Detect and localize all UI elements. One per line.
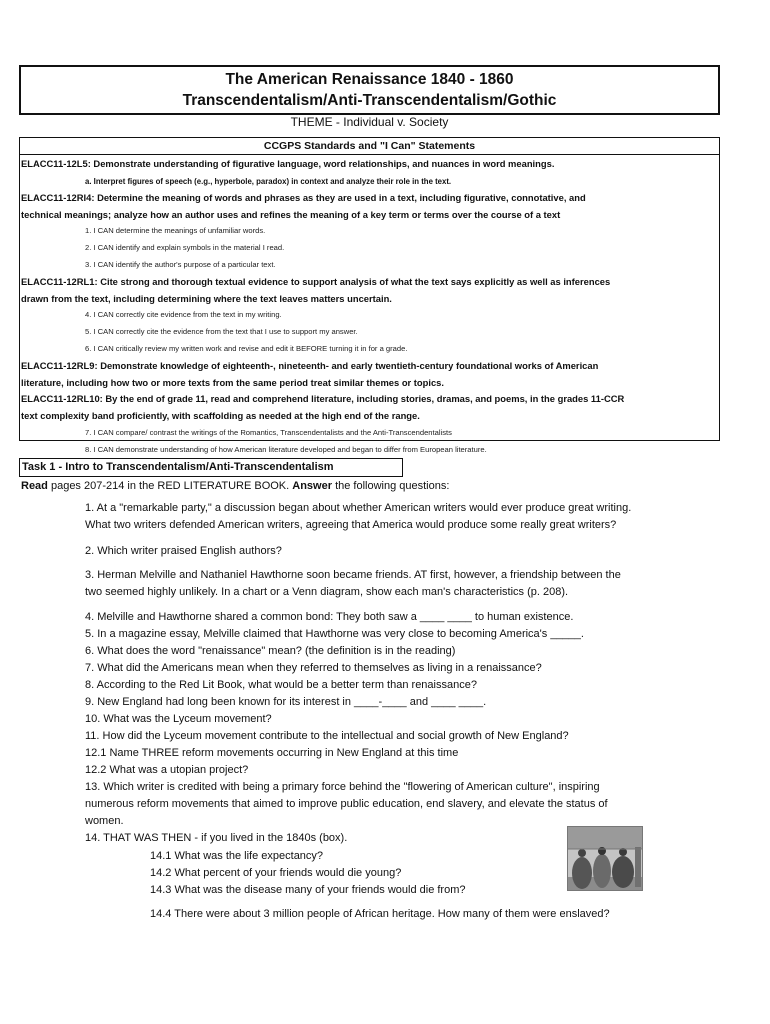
- question-14-2: 14.2 What percent of your friends would die young?: [150, 867, 402, 879]
- question-7: 7. What did the Americans mean when they referred to themselves as living in a renaissance?: [85, 662, 542, 674]
- question-13-line3: women.: [85, 815, 124, 827]
- question-4: 4. Melville and Hawthorne shared a common bond: They both saw a ____ ____ to human existence.: [85, 611, 574, 623]
- standard-rl10-line2: text complexity band proficiently, with scaffolding as needed at the high end of the range.: [21, 410, 420, 422]
- question-3-line1: 3. Herman Melville and Nathaniel Hawthorne soon became friends. AT first, however, a friendship between the: [85, 569, 621, 581]
- theme-line: THEME - Individual v. Society: [290, 115, 449, 129]
- standard-rl9-line1: ELACC11-12RL9: Demonstrate knowledge of eighteenth-, nineteenth- and early twentieth-century foundational works of American: [21, 359, 599, 371]
- standard-l5: ELACC11-12L5: Demonstrate understanding of figurative language, word relationships, and nuances in word meanings.: [21, 158, 555, 169]
- historical-engraving-image: [567, 826, 643, 891]
- question-14: 14. THAT WAS THEN - if you lived in the 1840s (box).: [85, 832, 348, 844]
- question-14-1: 14.1 What was the life expectancy?: [150, 850, 324, 862]
- page-title: The American Renaissance 1840 - 1860: [225, 71, 514, 88]
- question-14-4: 14.4 There were about 3 million people of African heritage. How many of them were enslaved?: [150, 908, 610, 920]
- question-11: 11. How did the Lyceum movement contribute to the intellectual and social growth of New England?: [85, 730, 569, 742]
- question-1-line2: What two writers defended American writers, agreeing that America would produce some really great writers?: [85, 519, 617, 531]
- task-instructions: [21, 478, 449, 494]
- i-can-4: 4. I CAN correctly cite evidence from the text in my writing.: [85, 310, 282, 320]
- i-can-6: 6. I CAN critically review my written work and revise and edit it BEFORE turning it in for a grade.: [85, 343, 408, 353]
- i-can-5: 5. I CAN correctly cite the evidence from the text that I use to support my answer.: [85, 327, 358, 337]
- question-14-3: 14.3 What was the disease many of your friends would die from?: [150, 884, 466, 896]
- question-12-1: 12.1 Name THREE reform movements occurring in New England at this time: [85, 747, 459, 759]
- question-12-2: 12.2 What was a utopian project?: [85, 764, 249, 776]
- standard-rl9-line2: literature, including how two or more texts from the same period treat similar themes or topics.: [21, 376, 445, 388]
- standard-l5a: a. Interpret figures of speech (e.g., hyperbole, paradox) in context and analyze their role in the text.: [85, 176, 452, 186]
- standard-rl10-line1: ELACC11-12RL10: By the end of grade 11, read and comprehend literature, including stories, dramas, and poems, in the grades 11-CCR: [21, 393, 625, 405]
- read-label: Read: [21, 480, 48, 492]
- i-can-2: 2. I CAN identify and explain symbols in the material I read.: [85, 243, 285, 253]
- i-can-8: 8. I CAN demonstrate understanding of how American literature developed and began to differ from European literature.: [85, 444, 487, 454]
- standard-rl1-line2: drawn from the text, including determining where the text leaves matters uncertain.: [21, 292, 392, 304]
- i-can-1: 1. I CAN determine the meanings of unfamiliar words.: [85, 226, 266, 236]
- standard-rl1-line1: ELACC11-12RL1: Cite strong and thorough textual evidence to support analysis of what the text says explicitly as well as inferences: [21, 275, 611, 287]
- question-6: 6. What does the word "renaissance" mean? (the definition is in the reading): [85, 645, 456, 657]
- read-text: pages 207-214 in the RED LITERATURE BOOK.: [47, 480, 293, 492]
- standard-ri4-line2: technical meanings; analyze how an author uses and refines the meaning of a key term or terms over the course of a text: [21, 208, 561, 220]
- question-5: 5. In a magazine essay, Melville claimed that Hawthorne was very close to becoming America's _____.: [85, 628, 584, 640]
- standard-ri4-line1: ELACC11-12RI4: Determine the meaning of words and phrases as they are used in a text, including figurative, connotative, and: [21, 191, 586, 203]
- question-10: 10. What was the Lyceum movement?: [85, 713, 272, 725]
- title-box: [19, 65, 720, 115]
- page-subtitle: Transcendentalism/Anti-Transcendentalism/Gothic: [182, 92, 557, 109]
- i-can-3: 3. I CAN identify the author's purpose of a particular text.: [85, 259, 276, 269]
- question-2: 2. Which writer praised English authors?: [85, 545, 282, 557]
- question-9: 9. New England had long been known for its interest in ____-____ and ____ ____.: [85, 696, 487, 708]
- answer-text: the following questions:: [332, 480, 450, 492]
- question-1-line1: 1. At a "remarkable party," a discussion began about whether American writers would ever produce great writing.: [85, 502, 632, 514]
- task-title: Task 1 - Intro to Transcendentalism/Anti-Transcendentalism: [19, 458, 403, 477]
- standards-box: [19, 137, 720, 454]
- question-8: 8. According to the Red Lit Book, what would be a better term than renaissance?: [85, 679, 477, 691]
- question-13-line1: 13. Which writer is credited with being a primary force behind the "flowering of American culture", inspiring: [85, 781, 600, 793]
- question-3-line2: two seemed highly unlikely. In a chart or a Venn diagram, show each man's characteristics (p. 208).: [85, 586, 569, 598]
- standards-heading: CCGPS Standards and "I Can" Statements: [20, 138, 719, 155]
- answer-label: Answer: [292, 480, 333, 492]
- question-13-line2: numerous reform movements that aimed to improve public education, end slavery, and elevate the status of: [85, 798, 608, 810]
- i-can-7: 7. I CAN compare/ contrast the writings of the Romantics, Transcendentalists and the Anti-Transcendentalists: [85, 427, 452, 437]
